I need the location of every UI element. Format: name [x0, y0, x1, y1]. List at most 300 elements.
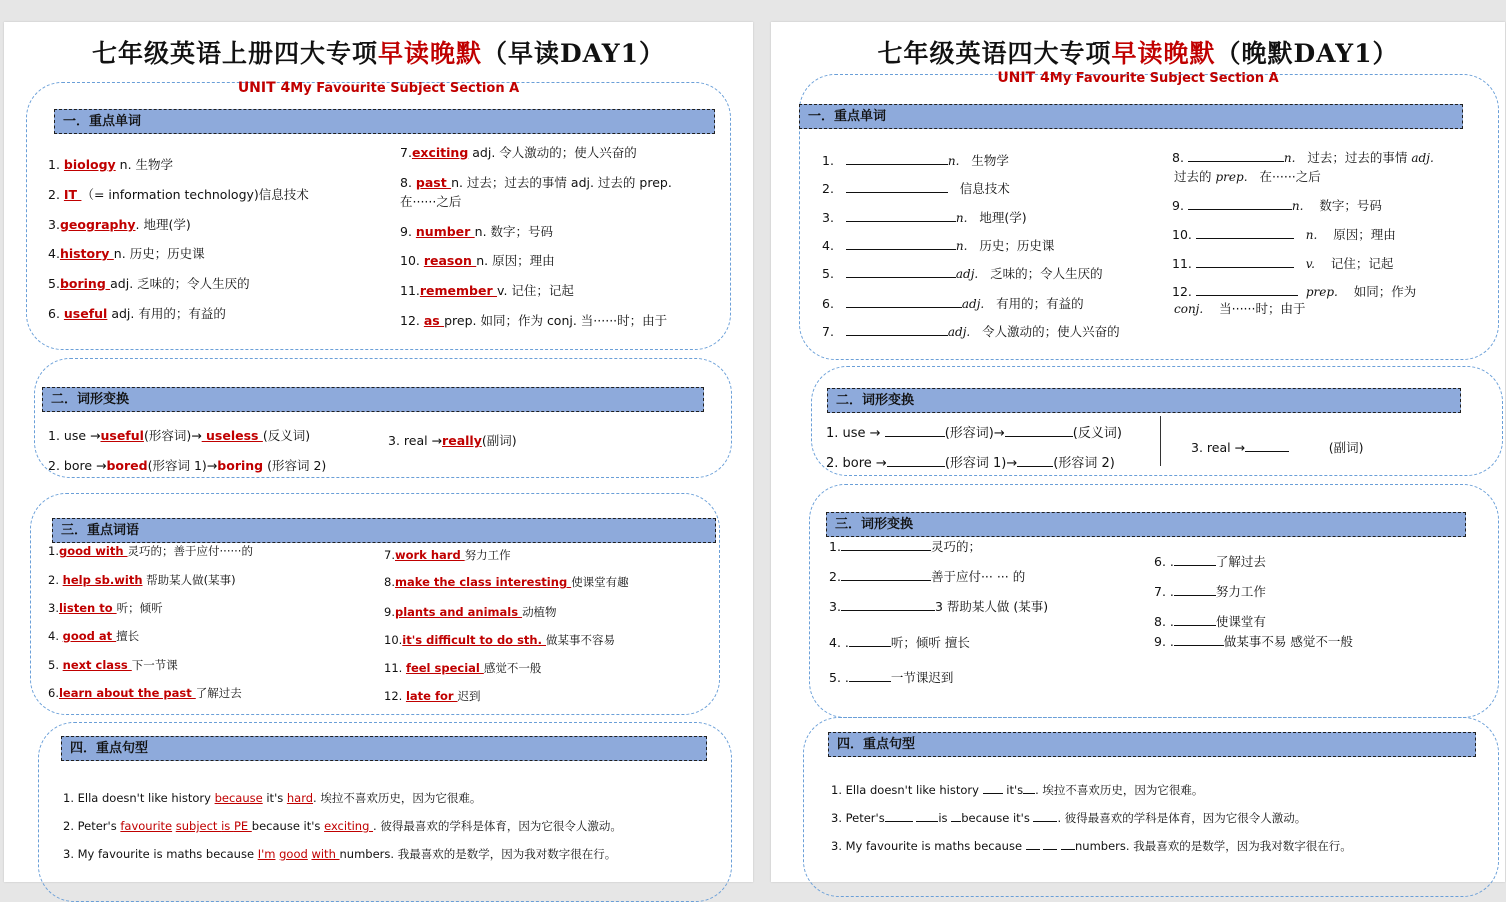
text: . 埃拉不喜欢历史，因为它很难。 — [1035, 783, 1204, 797]
item-number: 2. — [822, 181, 834, 196]
answer-blank[interactable] — [916, 810, 938, 822]
text: 3. Peter's — [831, 811, 885, 825]
list-item — [822, 208, 1027, 226]
text: 5. — [48, 658, 63, 672]
text: 7. — [384, 548, 395, 562]
answer-blank[interactable] — [846, 153, 948, 165]
list-item — [48, 155, 173, 173]
text: adj. 令人激动的；使人兴奋的 — [468, 145, 637, 160]
answer: reason — [423, 253, 477, 268]
text: 听；倾听 — [116, 601, 163, 615]
list-item — [400, 251, 555, 269]
part-of-speech: n. — [947, 154, 960, 168]
item-number: 12. — [1172, 284, 1192, 299]
section-header: 一．重点单词 — [54, 109, 715, 134]
answer: good at — [62, 629, 117, 643]
list-item — [822, 294, 1084, 312]
text: n. 历史；历史课 — [113, 246, 205, 261]
answer-blank[interactable] — [1061, 838, 1075, 850]
list-item — [400, 281, 574, 299]
answer-blank[interactable] — [885, 810, 913, 822]
text: 2. bore → — [48, 458, 107, 473]
text: (形容词 1)→ — [944, 456, 1018, 471]
part-of-speech: prep. — [1305, 285, 1338, 299]
item-number: 8. — [1172, 150, 1184, 165]
text: 8. — [384, 575, 395, 589]
list-item — [400, 143, 637, 161]
item-number: 9. . — [1154, 634, 1174, 649]
item-number: 3. — [822, 210, 834, 225]
text: 3. real → — [1191, 440, 1246, 455]
text: 10. — [384, 633, 403, 647]
answer: is — [221, 819, 234, 833]
list-item — [384, 574, 629, 590]
answer-blank[interactable] — [1188, 198, 1292, 210]
answer-blank[interactable] — [1033, 810, 1057, 822]
text: 努力工作 — [464, 548, 511, 562]
answer-blank[interactable] — [951, 810, 961, 822]
page-title — [771, 34, 1505, 70]
list-item — [48, 657, 178, 673]
word-form-line-3 — [388, 431, 517, 449]
list-item — [400, 192, 461, 210]
meaning: 生物学 — [971, 153, 1009, 168]
list-item — [48, 600, 163, 616]
text: 3. — [48, 601, 59, 615]
answer-blank[interactable] — [1017, 455, 1053, 467]
text: 了解过去 — [1215, 554, 1266, 569]
answer: PE — [233, 819, 252, 833]
answer: number — [415, 224, 475, 239]
part-of-speech: adj. — [955, 267, 979, 281]
list-item — [1154, 632, 1353, 650]
sentence-3 — [831, 838, 1352, 854]
text: 1. use → — [48, 428, 101, 443]
title-main: 七年级英语上册四大专项 — [91, 39, 378, 68]
answer: I'm — [257, 847, 276, 861]
item-number: 7. . — [1154, 584, 1174, 599]
list-item — [48, 215, 191, 233]
list-item — [48, 685, 242, 701]
part-of-speech: n. — [955, 239, 968, 253]
item-number: 1. — [822, 153, 834, 168]
title-highlight: 早读晚默 — [1111, 39, 1216, 68]
text: n. 过去；过去的事情 adj. 过去的 prep. — [451, 175, 672, 190]
answer: because — [214, 791, 263, 805]
item-number: 11. — [1172, 256, 1192, 271]
text: v. 记住；记起 — [497, 283, 574, 298]
item-number: 2. — [829, 569, 841, 584]
answer-blank[interactable] — [846, 238, 956, 250]
text: (形容词 1)→ — [147, 458, 218, 473]
answer-blank[interactable] — [849, 635, 891, 647]
text: 3 帮助某人做 (某事) — [934, 599, 1049, 614]
answer-blank[interactable] — [841, 539, 931, 551]
spacer — [970, 324, 982, 339]
part-of-speech: adj. — [961, 297, 985, 311]
answer: feel special — [405, 661, 484, 675]
answer: good with — [58, 544, 128, 558]
text: 动植物 — [522, 605, 557, 619]
spacer — [959, 153, 971, 168]
list-item — [400, 311, 667, 329]
text: . 地理(学) — [135, 217, 191, 232]
answer-blank[interactable] — [849, 670, 891, 682]
answer: listen to — [58, 601, 117, 615]
answer: biology — [63, 157, 116, 172]
answer: geography — [59, 217, 136, 232]
text: 做某事不容易 — [546, 633, 615, 647]
answer: useful — [100, 428, 144, 443]
answer-blank[interactable] — [1026, 838, 1040, 850]
section-header: 三．重点词语 — [52, 518, 716, 543]
text: 4. — [48, 246, 60, 261]
text: 1. — [48, 544, 59, 558]
unit-name: My Favourite Subject Section A — [1049, 71, 1279, 86]
spacer — [948, 181, 960, 196]
answer-blank[interactable] — [1174, 554, 1216, 566]
list-item — [400, 222, 553, 240]
text: (形容词)→ — [944, 426, 1005, 441]
answer-blank[interactable] — [1188, 150, 1284, 162]
text: is — [938, 811, 948, 825]
list-item — [48, 543, 253, 559]
item-number: 7. — [822, 324, 834, 339]
divider — [1160, 416, 1161, 466]
spacer — [967, 210, 979, 225]
meaning: 过去的 — [1174, 169, 1212, 184]
list-item — [48, 572, 236, 588]
vocab-item-9 — [1172, 196, 1382, 214]
text: 1. use → — [826, 426, 881, 441]
text: 一节课迟到 — [890, 670, 954, 685]
page-title — [4, 34, 753, 70]
text: because it's — [961, 811, 1034, 825]
item-number: 6. . — [1154, 554, 1174, 569]
part-of-speech: n. — [1305, 228, 1318, 242]
meaning: 乏味的；令人生厌的 — [990, 266, 1103, 281]
list-item — [829, 633, 970, 651]
spacer — [834, 238, 846, 253]
list-item — [48, 244, 205, 262]
list-item — [1154, 612, 1266, 630]
answer-blank[interactable] — [1005, 425, 1073, 437]
text: numbers. 我最喜欢的是数学，因为我对数字很在行。 — [339, 847, 617, 861]
part-of-speech: v. — [1305, 257, 1315, 271]
text: 5. — [48, 276, 60, 291]
text: 灵巧的；善于应付······的 — [127, 544, 253, 558]
answer-blank[interactable] — [887, 455, 945, 467]
text: 9. — [384, 605, 395, 619]
text: 擅长 — [116, 629, 140, 643]
item-number: 6. — [822, 296, 834, 311]
word-form-line-1 — [48, 426, 310, 444]
answer: as — [423, 313, 445, 328]
list-item — [400, 173, 672, 191]
sentence-3 — [63, 846, 616, 862]
answer: past — [415, 175, 452, 190]
answer-blank[interactable] — [846, 296, 962, 308]
meaning: 当······时；由于 — [1219, 301, 1306, 316]
spacer — [834, 153, 846, 168]
meaning: 令人激动的；使人兴奋的 — [982, 324, 1120, 339]
answer-blank[interactable] — [1174, 584, 1216, 596]
spacer — [978, 266, 990, 281]
list-item — [384, 660, 541, 676]
text: (副词) — [481, 433, 517, 448]
text: . 埃拉不喜欢历史，因为它很难。 — [313, 791, 482, 805]
title-main: 七年级英语四大专项 — [877, 39, 1112, 68]
title-day: （晚默DAY1） — [1215, 39, 1399, 68]
item-number: 9. — [1172, 198, 1184, 213]
answer-blank[interactable] — [841, 569, 931, 581]
spacer — [984, 296, 996, 311]
list-item — [829, 537, 981, 555]
item-number: 4. . — [829, 635, 849, 650]
text: 1. — [48, 157, 64, 172]
part-of-speech: adj. — [947, 325, 971, 339]
answer-blank[interactable] — [846, 210, 956, 222]
text: it's — [262, 791, 287, 805]
answer: hard — [286, 791, 314, 805]
sentence-1 — [63, 790, 481, 806]
text: (形容词 2) — [263, 458, 327, 473]
unit-title — [771, 70, 1505, 86]
text: 11. — [384, 661, 406, 675]
list-item — [384, 547, 511, 563]
answer-blank[interactable] — [983, 782, 1003, 794]
text: 2. — [48, 187, 64, 202]
list-item — [384, 632, 615, 648]
text: 做某事不易 感觉不一般 — [1223, 634, 1353, 649]
spacer — [834, 296, 846, 311]
text: 10. — [400, 253, 424, 268]
text: 3. real → — [388, 433, 443, 448]
text: 2. bore → — [826, 456, 887, 471]
right-page — [771, 22, 1505, 882]
section-header: 三．词形变换 — [826, 512, 1466, 537]
vocab-item-12 — [1172, 282, 1416, 300]
vocab-item-10 — [1172, 225, 1396, 243]
text: prep. 如同；作为 conj. 当······时；由于 — [444, 313, 668, 328]
answer-blank[interactable] — [846, 266, 956, 278]
answer: make the class interesting — [394, 575, 572, 589]
text: 感觉不一般 — [483, 661, 542, 675]
answer-blank[interactable] — [885, 425, 945, 437]
meaning: 地理(学) — [979, 210, 1027, 225]
spacer — [834, 181, 846, 196]
answer-blank[interactable] — [846, 181, 948, 193]
text: 3. My favourite is maths because — [831, 839, 1026, 853]
item-number: 10. — [1172, 227, 1192, 242]
item-number: 8. . — [1154, 614, 1174, 629]
section-header: 一．重点单词 — [799, 104, 1463, 129]
text: 使课堂有趣 — [571, 575, 629, 589]
section-header: 二．词形变换 — [42, 387, 704, 412]
text: 在······之后 — [400, 194, 462, 209]
section-header: 二．词形变换 — [827, 388, 1461, 413]
answer: next class — [62, 658, 132, 672]
meaning: 如同；作为 — [1353, 284, 1417, 299]
answer-blank[interactable] — [1196, 284, 1298, 296]
answer-blank[interactable] — [846, 324, 948, 336]
vocab-item-12-line-2 — [1174, 299, 1305, 317]
list-item — [384, 688, 481, 704]
spacer — [834, 266, 846, 281]
left-page — [4, 22, 753, 882]
answer-blank[interactable] — [1043, 838, 1057, 850]
text: (形容词)→ — [143, 428, 202, 443]
list-item — [822, 264, 1103, 282]
vocab-item-11 — [1172, 254, 1393, 272]
list-item — [48, 304, 226, 322]
meaning: 数字；号码 — [1319, 198, 1382, 213]
section-header: 四．重点句型 — [61, 736, 707, 761]
text: 1. Ella doesn't like history — [831, 783, 983, 797]
word-form-line-3 — [1191, 438, 1364, 456]
list-item — [48, 628, 139, 644]
text: 12. — [400, 313, 424, 328]
part-of-speech: n. — [1291, 199, 1304, 213]
answer-blank[interactable] — [1174, 614, 1216, 626]
text: 9. — [400, 224, 416, 239]
text: 灵巧的； — [930, 539, 981, 554]
spacer — [834, 210, 846, 225]
answer: boring — [217, 458, 264, 473]
list-item — [384, 604, 557, 620]
part-of-speech: conj. — [1174, 302, 1204, 316]
sentence-2 — [831, 810, 1306, 826]
text: (反义词) — [1072, 426, 1122, 441]
answer: subject — [175, 819, 222, 833]
part-of-speech: adj. — [1411, 151, 1434, 165]
text: 善于应付··· ··· 的 — [930, 569, 1026, 584]
answer-blank[interactable] — [1174, 634, 1224, 646]
list-item — [1154, 552, 1266, 570]
item-number: 3. — [829, 599, 841, 614]
sentence-2 — [63, 818, 622, 834]
text: it's — [1002, 783, 1024, 797]
word-form-line-1 — [826, 422, 1122, 441]
list-item — [1154, 582, 1266, 600]
text: because it's — [251, 819, 325, 833]
list-item — [822, 151, 1009, 169]
answer: favourite — [120, 819, 173, 833]
text: 了解过去 — [195, 686, 242, 700]
text: （= information technology)信息技术 — [81, 187, 309, 202]
text: n. 原因；理由 — [476, 253, 555, 268]
list-item — [822, 322, 1120, 340]
part-of-speech: n. — [955, 211, 968, 225]
answer: useful — [63, 306, 108, 321]
text: (副词) — [1328, 440, 1364, 455]
item-number: 1. — [829, 539, 841, 554]
text: 努力工作 — [1215, 584, 1266, 599]
list-item — [822, 236, 1054, 254]
answer-blank[interactable] — [1196, 227, 1294, 239]
answer: history — [59, 246, 114, 261]
answer-blank[interactable] — [1245, 440, 1289, 452]
meaning: 有用的；有益的 — [996, 296, 1084, 311]
vocab-item-8 — [1172, 148, 1434, 166]
text: 1. Ella doesn't like history — [63, 791, 215, 805]
meaning: 过去；过去的事情 — [1307, 150, 1408, 165]
answer: boring — [59, 276, 111, 291]
title-highlight: 早读晚默 — [377, 39, 482, 68]
text: adj. 有用的；有益的 — [107, 306, 226, 321]
text: . 彼得最喜欢的学科是体育，因为它很令人激动。 — [373, 819, 622, 833]
text: 3. My favourite is maths because — [63, 847, 258, 861]
unit-name: My Favourite Subject Section A — [290, 81, 520, 96]
item-number: 5. . — [829, 670, 849, 685]
answer: IT — [63, 187, 82, 202]
text: 6. — [48, 306, 64, 321]
answer: help sb.with — [62, 573, 143, 587]
unit-number: UNIT 4 — [237, 80, 291, 96]
answer-blank[interactable] — [1023, 782, 1035, 794]
part-of-speech: n. — [1283, 151, 1296, 165]
text: numbers. 我最喜欢的是数学，因为我对数字很在行。 — [1075, 839, 1352, 853]
text: 12. — [384, 689, 406, 703]
part-of-speech: prep. — [1215, 170, 1248, 184]
text: n. 生物学 — [115, 157, 174, 172]
list-item — [822, 179, 1010, 197]
answer: work hard — [394, 548, 465, 562]
text: 8. — [400, 175, 416, 190]
text: 帮助某人做(某事) — [142, 573, 236, 587]
title-day: （早读DAY1） — [481, 39, 666, 68]
list-item — [829, 668, 953, 686]
answer: good — [279, 847, 308, 861]
meaning: 信息技术 — [959, 181, 1010, 196]
text: 6. — [48, 686, 59, 700]
text: . 彼得最喜欢的学科是体育，因为它很令人激动。 — [1057, 811, 1307, 825]
list-item — [829, 567, 1025, 585]
text: 11. — [400, 283, 420, 298]
text: 下一节课 — [131, 658, 178, 672]
item-number: 5. — [822, 266, 834, 281]
answer: learn about the past — [58, 686, 196, 700]
answer: really — [442, 433, 482, 448]
meaning: 在······之后 — [1259, 169, 1321, 184]
unit-number: UNIT 4 — [997, 70, 1050, 86]
section-header: 四．重点句型 — [828, 732, 1476, 757]
vocab-item-8-line-2 — [1174, 167, 1321, 185]
list-item — [829, 597, 1048, 615]
sentence-1 — [831, 782, 1203, 798]
answer: with — [311, 847, 340, 861]
answer: bored — [106, 458, 148, 473]
text: adj. 乏味的；令人生厌的 — [110, 276, 250, 291]
answer: useless — [201, 428, 263, 443]
meaning: 记住；记起 — [1330, 256, 1394, 271]
answer-blank[interactable] — [841, 599, 935, 611]
text: (反义词) — [262, 428, 311, 443]
text: 迟到 — [457, 689, 481, 703]
word-form-line-2 — [48, 456, 326, 474]
answer-blank[interactable] — [1196, 256, 1294, 268]
list-item — [48, 274, 250, 292]
text: 4. — [48, 629, 63, 643]
meaning: 原因；理由 — [1333, 227, 1396, 242]
unit-title — [4, 80, 753, 96]
text: 2. — [48, 573, 63, 587]
spacer — [834, 324, 846, 339]
item-number: 4. — [822, 238, 834, 253]
text: n. 数字；号码 — [474, 224, 554, 239]
meaning: 历史；历史课 — [979, 238, 1055, 253]
text: 使课堂有 — [1215, 614, 1266, 629]
